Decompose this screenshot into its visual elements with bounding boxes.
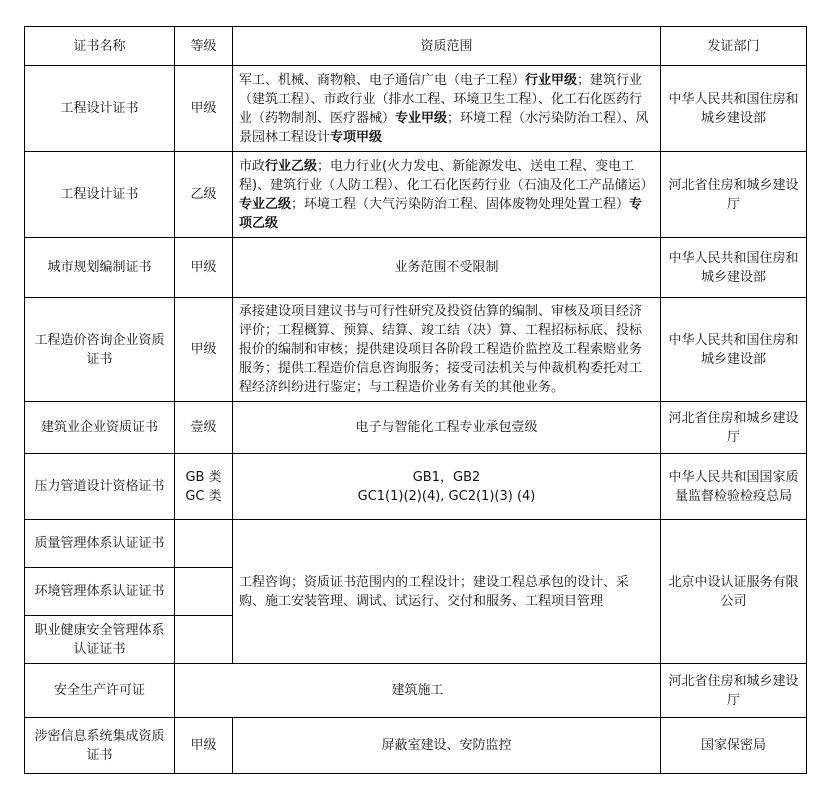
scope-text: ；环境工程（水污染防治工程）、风景园林工程设计	[239, 110, 649, 145]
table-row	[25, 402, 807, 454]
issuer-cell: 中华人民共和国住房和城乡建设部	[661, 238, 807, 298]
grade-cell: 乙级	[175, 152, 233, 238]
issuer-cell: 河北省住房和城乡建设厅	[661, 402, 807, 454]
grade-cell: 甲级	[175, 298, 233, 402]
issuer-cell: 中华人民共和国国家质量监督检验检疫总局	[661, 454, 807, 520]
grade-cell: 甲级	[175, 238, 233, 298]
scope-cell	[233, 66, 661, 152]
cert-name-cell: 安全生产许可证	[25, 664, 175, 718]
scope-cell	[233, 454, 661, 520]
cert-name-cell: 工程设计证书	[25, 66, 175, 152]
scope-emphasis: 专业乙级	[239, 196, 292, 212]
header-grade: 等级	[175, 27, 233, 66]
header-scope: 资质范围	[233, 27, 661, 66]
cert-name-cell: 涉密信息系统集成资质证书	[25, 718, 175, 774]
cert-name-cell: 工程造价咨询企业资质证书	[25, 298, 175, 402]
scope-cell: 工程咨询；资质证书范围内的工程设计；建设工程总承包的设计、采购、施工安装管理、调试、试运行、交付和服务、工程项目管理	[233, 520, 661, 664]
issuer-cell: 河北省住房和城乡建设厅	[661, 664, 807, 718]
header-cert-name: 证书名称	[25, 27, 175, 66]
table-row	[25, 66, 807, 152]
table-row	[25, 152, 807, 238]
table-row	[25, 520, 807, 568]
scope-cell: 业务范围不受限制	[233, 238, 661, 298]
grade-cell: 甲级	[175, 718, 233, 774]
header-row	[25, 27, 807, 66]
certificate-table-wrapper	[24, 26, 807, 774]
scope-text: ；建筑行业（建筑工程）、市政行业（排水工程、环境卫生工程）、化工石化医药行业（药物制剂、医疗器械）	[239, 72, 643, 126]
scope-emphasis: 行业甲级	[525, 72, 578, 88]
scope-emphasis: 专项甲级	[330, 129, 383, 145]
grade-cell	[175, 520, 233, 568]
certificate-table	[24, 26, 807, 774]
table-row	[25, 664, 807, 718]
table-row	[25, 718, 807, 774]
issuer-cell: 国家保密局	[661, 718, 807, 774]
grade-cell	[175, 454, 233, 520]
scope-text: 市政	[239, 158, 266, 174]
scope-cell: 承接建设项目建议书与可行性研究及投资估算的编制、审核及项目经济评价；工程概算、预算、结算、竣工结（决）算、工程招标标底、投标报价的编制和审核；提供建设项目各阶段工程造价监控及工程索赔业务服务；提供工程造价信息咨询服务；接受司法机关与仲裁机构委托对工程经济纠纷进行鉴定；与工程造价业务有关的其他业务。	[233, 298, 661, 402]
scope-cell: 建筑施工	[175, 664, 661, 718]
table-row	[25, 298, 807, 402]
scope-line: GC1(1)(2)(4), GC2(1)(3) (4)	[357, 488, 536, 504]
grade-cell	[175, 568, 233, 616]
issuer-cell: 北京中设认证服务有限公司	[661, 520, 807, 664]
issuer-cell: 中华人民共和国住房和城乡建设部	[661, 66, 807, 152]
issuer-cell: 中华人民共和国住房和城乡建设部	[661, 298, 807, 402]
scope-emphasis: 行业乙级	[265, 158, 318, 174]
scope-emphasis: 专业甲级	[395, 110, 448, 126]
cert-name-cell: 职业健康安全管理体系认证证书	[25, 616, 175, 664]
scope-line: GB1，GB2	[412, 469, 481, 485]
table-row	[25, 454, 807, 520]
cert-name-cell: 工程设计证书	[25, 152, 175, 238]
grade-cell: 甲级	[175, 66, 233, 152]
grade-line: GC 类	[185, 488, 222, 504]
scope-text: 军工、机械、商物粮、电子通信广电（电子工程）	[239, 72, 526, 88]
cert-name-cell: 环境管理体系认证证书	[25, 568, 175, 616]
scope-text: ；环境工程（大气污染防治工程、固体废物处理处置工程）	[291, 196, 630, 212]
scope-cell: 电子与智能化工程专业承包壹级	[233, 402, 661, 454]
cert-name-cell: 城市规划编制证书	[25, 238, 175, 298]
scope-cell: 屏蔽室建设、安防监控	[233, 718, 661, 774]
scope-cell	[233, 152, 661, 238]
header-issuer: 发证部门	[661, 27, 807, 66]
issuer-cell: 河北省住房和城乡建设厅	[661, 152, 807, 238]
scope-text: ；电力行业(火力发电、新能源发电、送电工程、变电工程)、建筑行业（人防工程）、化工石化医药行业（石油及化工产品储运）	[239, 158, 654, 193]
cert-name-cell: 质量管理体系认证证书	[25, 520, 175, 568]
table-row	[25, 238, 807, 298]
grade-cell	[175, 616, 233, 664]
scope-emphasis: 专项乙级	[239, 196, 643, 231]
grade-cell: 壹级	[175, 402, 233, 454]
cert-name-cell: 建筑业企业资质证书	[25, 402, 175, 454]
cert-name-cell: 压力管道设计资格证书	[25, 454, 175, 520]
grade-line: GB 类	[185, 469, 222, 485]
